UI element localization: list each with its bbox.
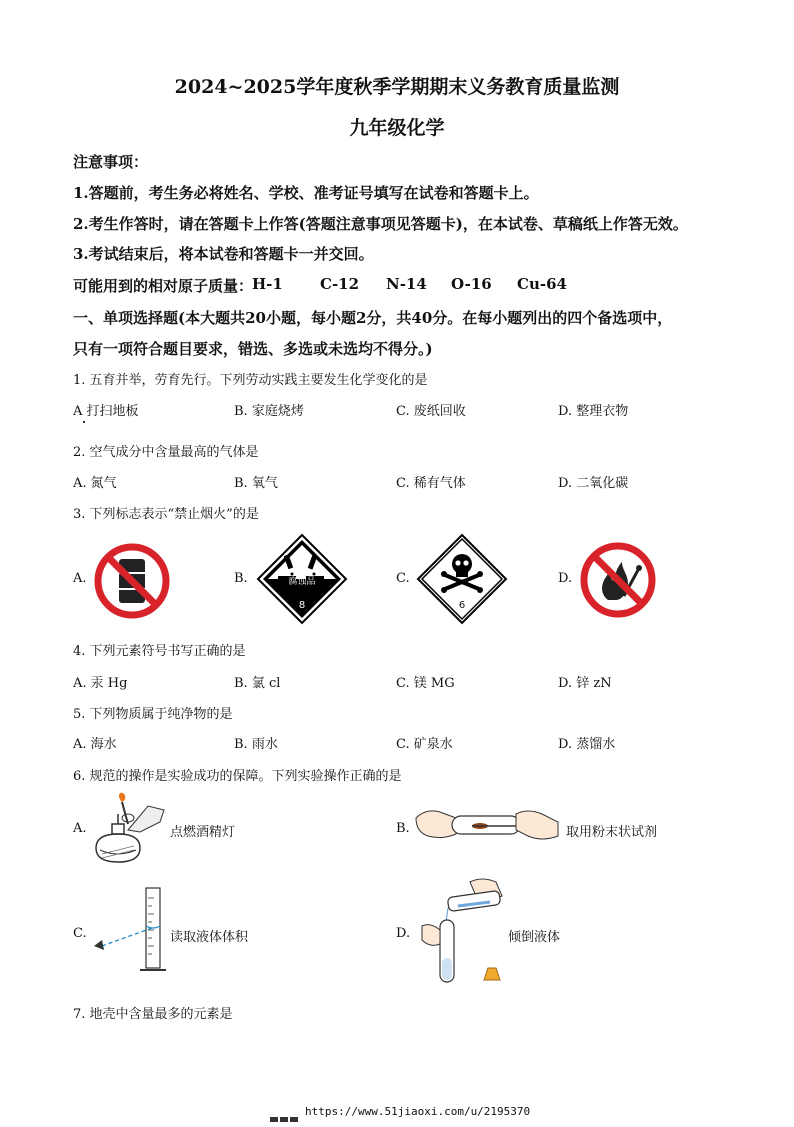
option-3d: D. <box>558 571 573 586</box>
option-5a: A. 海水 <box>73 737 117 752</box>
option-3b: B. <box>234 571 248 586</box>
footer-logo-icon <box>270 1108 298 1115</box>
corrosive-label: 腐蚀品 <box>288 577 316 587</box>
powder-reagent-test-tube-icon <box>412 804 562 846</box>
atomic-mass-cu: Cu-64 <box>517 275 567 293</box>
option-1a: A 打扫地板 <box>73 404 139 419</box>
toxic-skull-sign-icon <box>416 533 508 625</box>
atomic-mass-o: O-16 <box>451 275 492 293</box>
option-2b: B. 氧气 <box>234 476 278 491</box>
option-5d: D. 蒸馏水 <box>558 737 616 752</box>
notes-item: 2.考生作答时，请在答题卡上作答(答题注意事项见答题卡)，在本试卷、草稿纸上作答无效。 <box>73 215 688 233</box>
question-stem-5: 5. 下列物质属于纯净物的是 <box>73 707 233 722</box>
option-1b: B. 家庭烧烤 <box>234 404 304 419</box>
caption-6d: 倾倒液体 <box>508 930 561 945</box>
option-5b: B. 雨水 <box>234 737 278 752</box>
option-2a: A. 氮气 <box>73 476 117 491</box>
question-stem-3: 3. 下列标志表示“禁止烟火”的是 <box>73 507 259 522</box>
question-stem-7: 7. 地壳中含量最多的元素是 <box>73 1007 233 1022</box>
option-2c: C. 稀有气体 <box>396 476 466 491</box>
option-5c: C. 矿泉水 <box>396 737 453 752</box>
notes-item: 3.考试结束后，将本试卷和答题卡一并交回。 <box>73 245 374 263</box>
option-1d: D. 整理衣物 <box>558 404 629 419</box>
option-3c: C. <box>396 571 410 586</box>
option-4c: C. 镁 MG <box>396 676 455 691</box>
no-barrel-sign-icon <box>92 541 172 621</box>
no-fire-sign-icon <box>578 540 658 620</box>
atomic-mass-n: N-14 <box>386 275 427 293</box>
atomic-mass-c: C-12 <box>320 275 360 293</box>
stray-dot <box>83 421 85 423</box>
section-heading-line1: 一、单项选择题(本大题共20小题，每小题2分，共40分。在每小题列出的四个备选项中， <box>73 309 673 327</box>
caption-6a: 点燃酒精灯 <box>170 825 236 840</box>
alcohol-lamp-lighting-icon <box>88 792 170 874</box>
question-stem-6: 6. 规范的操作是实验成功的保障。下列实验操作正确的是 <box>73 769 402 784</box>
option-1c: C. 废纸回收 <box>396 404 466 419</box>
option-3a: A. <box>73 571 87 586</box>
question-stem-4: 4. 下列元素符号书写正确的是 <box>73 644 246 659</box>
notes-item: 1.答题前，考生务必将姓名、学校、准考证号填写在试卷和答题卡上。 <box>73 184 539 202</box>
graduated-cylinder-reading-icon <box>90 886 170 976</box>
corrosive-class-number: 8 <box>298 600 306 611</box>
option-6d: D. <box>396 926 411 941</box>
caption-6c: 读取液体体积 <box>170 930 249 945</box>
page-subtitle: 九年级化学 <box>349 117 445 139</box>
option-6a: A. <box>73 821 87 836</box>
page-title: 2024~2025学年度秋季学期期末义务教育质量监测 <box>174 76 620 98</box>
pouring-liquid-icon <box>418 876 508 988</box>
option-2d: D. 二氧化碳 <box>558 476 629 491</box>
question-stem-2: 2. 空气成分中含量最高的气体是 <box>73 445 259 460</box>
toxic-class-number: 6 <box>458 600 466 611</box>
atomic-mass-label: 可能用到的相对原子质量： <box>73 277 254 295</box>
section-heading-line2: 只有一项符合题目要求，错选、多选或未选均不得分。) <box>73 340 433 358</box>
question-stem-1: 1. 五育并举，劳育先行。下列劳动实践主要发生化学变化的是 <box>73 373 428 388</box>
footer-url[interactable]: https://www.51jiaoxi.com/u/2195370 <box>305 1105 531 1118</box>
atomic-mass-h: H-1 <box>252 275 283 293</box>
notes-heading: 注意事项： <box>73 153 149 171</box>
caption-6b: 取用粉末状试剂 <box>566 825 658 840</box>
option-6c: C. <box>73 926 87 941</box>
option-4d: D. 锌 zN <box>558 676 612 691</box>
option-6b: B. <box>396 821 410 836</box>
option-4a: A. 汞 Hg <box>73 676 128 691</box>
option-4b: B. 氯 cl <box>234 676 281 691</box>
